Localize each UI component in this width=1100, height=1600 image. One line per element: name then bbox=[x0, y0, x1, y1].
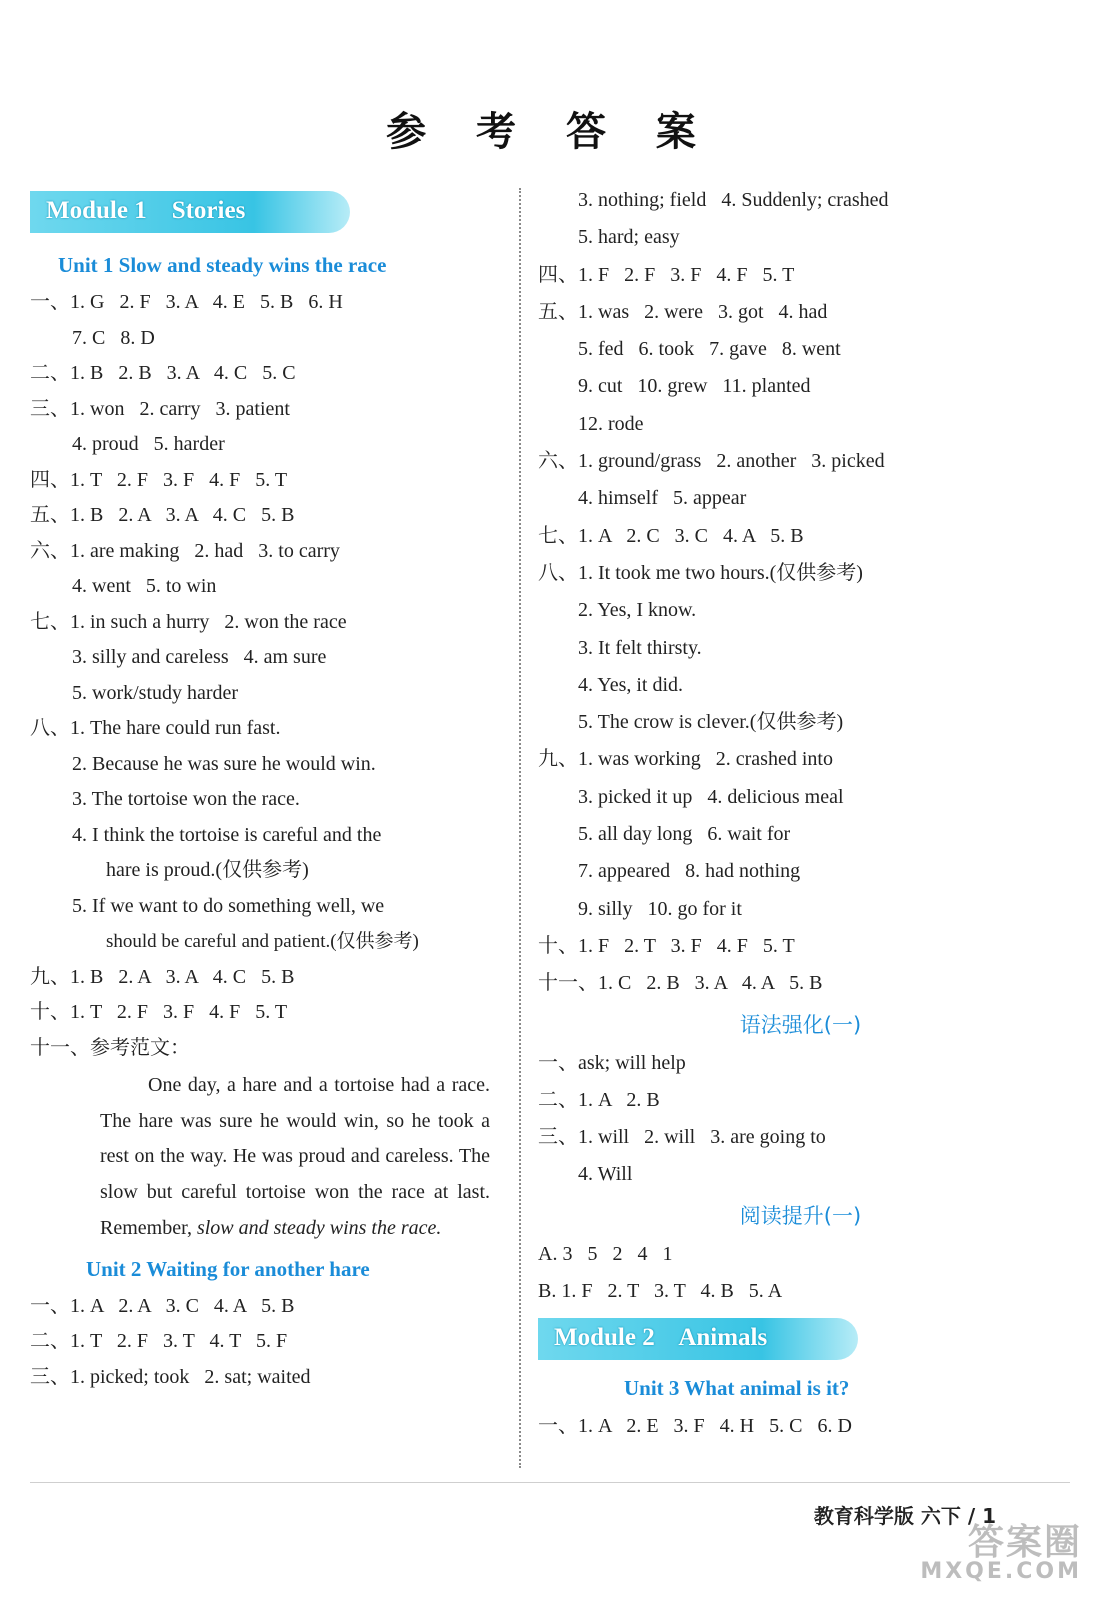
answer-row: 2. Because he was sure he would win. bbox=[72, 752, 376, 775]
unit-1-heading: Unit 1 Slow and steady wins the race bbox=[58, 253, 387, 277]
answer-row: 5. fed 6. took 7. gave 8. went bbox=[578, 338, 841, 361]
watermark-url: MXQE.COM bbox=[920, 1559, 1082, 1584]
answer-row: 4. proud 5. harder bbox=[72, 433, 225, 455]
answer-row: B. 1. F 2. T 3. T 4. B 5. A bbox=[538, 1280, 783, 1303]
answer-row: 二、1. B 2. B 3. A 4. C 5. C bbox=[30, 362, 296, 384]
answer-row: 七、1. A 2. C 3. C 4. A 5. B bbox=[538, 524, 804, 547]
answer-row: 五、1. was 2. were 3. got 4. had bbox=[538, 300, 828, 323]
answer-row: 3. silly and careless 4. am sure bbox=[72, 646, 327, 668]
answer-row: 3. nothing; field 4. Suddenly; crashed bbox=[578, 189, 889, 211]
answer-row: 六、1. ground/grass 2. another 3. picked bbox=[538, 450, 885, 473]
answer-row: 十一、参考范文： bbox=[30, 1036, 190, 1059]
answer-row: 三、1. won 2. carry 3. patient bbox=[30, 397, 290, 420]
page-footer: 教育科学版 六下 / 1 bbox=[813, 1504, 996, 1528]
right-column bbox=[538, 182, 1063, 1446]
answer-row: 4. Will bbox=[578, 1163, 633, 1186]
answer-row: 3. picked it up 4. delicious meal bbox=[578, 785, 844, 808]
module-2-title: Module 2 Animals bbox=[554, 1324, 768, 1352]
answer-row: 3. The tortoise won the race. bbox=[72, 788, 300, 810]
answer-row: 五、1. B 2. A 3. A 4. C 5. B bbox=[30, 504, 295, 526]
answer-row: 5. hard; easy bbox=[578, 226, 680, 249]
answer-row: 八、1. It took me two hours.(仅供参考) bbox=[538, 561, 863, 584]
answer-row: 4. I think the tortoise is careful and the bbox=[72, 823, 382, 846]
watermark-logo bbox=[920, 1514, 1082, 1584]
answer-row: 七、1. in such a hurry 2. won the race bbox=[30, 610, 347, 633]
answer-row: 八、1. The hare could run fast. bbox=[30, 717, 281, 739]
sample-essay bbox=[30, 1068, 500, 1247]
answer-row: 9. silly 10. go for it bbox=[578, 897, 742, 920]
answer-row: 一、1. A 2. A 3. C 4. A 5. B bbox=[30, 1294, 295, 1317]
answer-row: 十、1. F 2. T 3. F 4. F 5. T bbox=[538, 934, 795, 957]
answer-row: 四、1. F 2. F 3. F 4. F 5. T bbox=[538, 263, 795, 286]
answer-row: 十、1. T 2. F 3. F 4. F 5. T bbox=[30, 1001, 288, 1023]
answer-row: 一、ask; will help bbox=[538, 1051, 686, 1074]
watermark-text: 答案圈 bbox=[967, 1522, 1082, 1563]
grammar-heading: 语法强化(一) bbox=[739, 1012, 862, 1037]
unit-2-heading: Unit 2 Waiting for another hare bbox=[86, 1256, 370, 1281]
answer-row: 4. Yes, it did. bbox=[578, 673, 684, 696]
unit-3-heading: Unit 3 What animal is it? bbox=[624, 1376, 850, 1401]
answer-row: 三、1. picked; took 2. sat; waited bbox=[30, 1365, 311, 1388]
answer-row: 7. appeared 8. had nothing bbox=[578, 860, 801, 883]
answer-row: 9. cut 10. grew 11. planted bbox=[578, 375, 811, 398]
answer-row: 十一、1. C 2. B 3. A 4. A 5. B bbox=[538, 972, 823, 995]
answer-row: 3. It felt thirsty. bbox=[578, 636, 702, 659]
answer-row: 5. If we want to do something well, we bbox=[72, 894, 385, 917]
answer-row: 一、1. G 2. F 3. A 4. E 5. B 6. H bbox=[30, 291, 343, 313]
answer-row: 二、1. T 2. F 3. T 4. T 5. F bbox=[30, 1330, 288, 1353]
answer-row: 二、1. A 2. B bbox=[538, 1088, 660, 1111]
reading-heading: 阅读提升(一) bbox=[739, 1203, 862, 1228]
page-title: 参 考 答 案 bbox=[386, 109, 714, 155]
answer-row: hare is proud.(仅供参考) bbox=[106, 859, 309, 881]
answer-row: 三、1. will 2. will 3. are going to bbox=[538, 1126, 826, 1149]
answer-row: 一、1. A 2. E 3. F 4. H 5. C 6. D bbox=[538, 1415, 852, 1438]
answer-row: 六、1. are making 2. had 3. to carry bbox=[30, 539, 340, 562]
answer-row: A. 3 5 2 4 1 bbox=[538, 1242, 673, 1265]
answer-row: 5. all day long 6. wait for bbox=[578, 823, 791, 846]
answer-row: 2. Yes, I know. bbox=[578, 599, 697, 622]
left-column bbox=[30, 185, 500, 1395]
module-2-banner bbox=[538, 1318, 858, 1360]
essay-text: One day, a hare and a tortoise had a race. The hare was sure he would win, so he took a rest on the way. He was proud and careless. The slow but careful tortoise won the race at last. Remember, bbox=[100, 1074, 490, 1239]
essay-italic-text: slow and steady wins the race. bbox=[196, 1216, 442, 1239]
answer-row: 5. The crow is clever.(仅供参考) bbox=[578, 711, 844, 734]
footer-rule bbox=[30, 1482, 1070, 1483]
answer-row: 7. C 8. D bbox=[72, 326, 155, 349]
answer-row: 5. work/study harder bbox=[72, 681, 239, 704]
module-1-title: Module 1 Stories bbox=[46, 197, 246, 224]
answer-row: 12. rode bbox=[578, 412, 644, 435]
answer-row: should be careful and patient.(仅供参考) bbox=[106, 931, 419, 952]
answer-row: 4. went 5. to win bbox=[72, 575, 217, 597]
column-divider bbox=[519, 188, 521, 1468]
answer-row: 四、1. T 2. F 3. F 4. F 5. T bbox=[30, 468, 288, 491]
answer-row: 九、1. B 2. A 3. A 4. C 5. B bbox=[30, 965, 295, 988]
answer-row: 4. himself 5. appear bbox=[578, 487, 747, 510]
answer-row: 九、1. was working 2. crashed into bbox=[538, 748, 833, 771]
module-1-banner bbox=[30, 191, 350, 233]
